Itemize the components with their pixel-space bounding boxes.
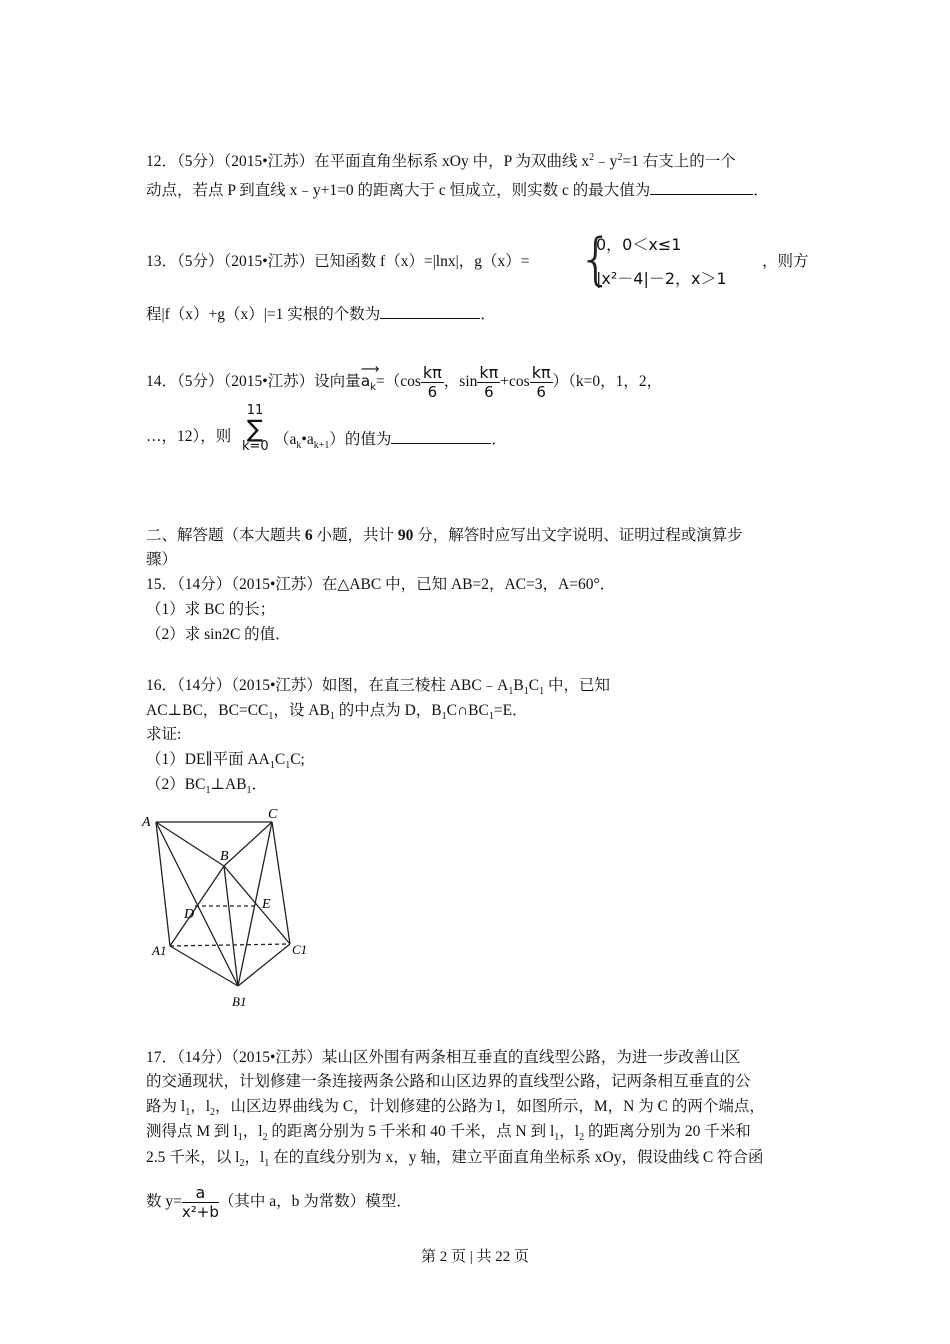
q15-part1: （1）求 BC 的长； bbox=[146, 601, 276, 618]
q13-line2: 程|f（x）+g（x）|=1 实根的个数为 ． bbox=[146, 302, 496, 325]
case-2: |x²－4|－2，x＞1 bbox=[596, 269, 727, 288]
q14-line1: 14．（5分）（2015•江苏）设向量 ⟶ $a_k=(\cos$ $\frac{k\pi}{6}$ ，sin $\frac{k\pi}{6}$ +cos $\frac{k\pi}{6}$ ）（k=0，1，2， bbox=[146, 362, 663, 401]
q16-line2: AC⊥BC，$BC=CC_1$，设 $AB_1$ 的中点为 D，$B_1C\cap BC_1=E$． bbox=[146, 702, 528, 723]
fraction-k-pi-6: $\frac{k\pi}{6}$ bbox=[422, 363, 442, 401]
label-A1: A1 bbox=[152, 943, 167, 958]
fraction-a-over-x2b: $\frac{a}{\text{x²+b}}$ bbox=[181, 1183, 219, 1221]
q17-line2: 的交通现状，计划修建一条连接两条公路和山区边界的直线型公路，记两条相互垂直的公 bbox=[146, 1073, 751, 1090]
q13-line1-end: ，则方 bbox=[762, 253, 809, 270]
q16-part2: $(2)BC_1\perp AB_1$． bbox=[146, 776, 268, 797]
vector-arrow-icon: ⟶ bbox=[360, 362, 379, 378]
q14-line2-a: …，12），则 bbox=[146, 428, 232, 445]
q16-line1: 16．（14分）（2015•江苏）如图，在直三棱柱 $ABC﹣A_1B_1C_1$ 中，已知 bbox=[146, 677, 610, 698]
q12-line1: 12．（5分）（2015•江苏）在平面直角坐标系 xOy 中，P 为双曲线 $x^2﹣y^2=1$ 右支上的一个 bbox=[146, 151, 736, 170]
label-B: B bbox=[220, 849, 229, 864]
section-heading: 二、解答题（本大题共 6 小题，共计 90 分，解答时应写出文字说明、证明过程或演算步 bbox=[146, 527, 743, 544]
brace: { bbox=[578, 227, 614, 292]
q17-line5: 2.5 千米，以 $l_2$，$l_1$ 在的直线分别为 x，y 轴，建立平面直角坐标系 xOy，假设曲线 C 符合函 bbox=[146, 1149, 764, 1170]
label-C1: C1 bbox=[292, 942, 308, 957]
label-A: A bbox=[142, 815, 151, 830]
page-footer: 第 2 页 | 共 22 页 bbox=[420, 1249, 529, 1265]
summation: 11 ∑ k=0 bbox=[242, 403, 269, 454]
label-C: C bbox=[268, 807, 278, 822]
q17-line4: 测得点 M 到 $l_1$，$l_2$ 的距离分别为 5 千米和 40 千米，点 N 到 $l_1$，$l_2$ 的距离分别为 20 千米和 bbox=[146, 1123, 751, 1144]
answer-blank bbox=[380, 302, 480, 319]
label-E: E bbox=[262, 897, 271, 912]
vector-a-k: ⟶ $a_k$ bbox=[360, 362, 379, 394]
piecewise-function bbox=[578, 227, 758, 292]
q15-line1: 15．（14分）（2015•江苏）在△ABC 中，已知 AB=2，AC=3，A=60°． bbox=[146, 576, 616, 593]
answer-blank bbox=[391, 427, 491, 444]
q15-part2: （2）求 sin2C 的值． bbox=[146, 626, 291, 643]
q17-line6: 数 y= $\frac{a}{\text{x²+b}}$ （其中 a，b 为常数）模型． bbox=[146, 1183, 412, 1221]
q16-proof: 求证: bbox=[146, 726, 182, 743]
answer-blank bbox=[650, 178, 753, 195]
section-heading-line2: 骤） bbox=[146, 551, 178, 568]
label-D: D bbox=[184, 907, 195, 922]
q12-line2: 动点，若点 P 到直线 x﹣y+1=0 的距离大于 c 恒成立，则实数 c 的最大值为 ． bbox=[146, 178, 769, 201]
case-1: 0，0＜x≤1 bbox=[596, 235, 682, 254]
q16-part1: （1）DE∥平面 $AA_1C_1C$; bbox=[146, 751, 305, 772]
fraction-k-pi-6: $\frac{k\pi}{6}$ bbox=[531, 363, 551, 401]
fraction-k-pi-6: $\frac{k\pi}{6}$ bbox=[479, 363, 499, 401]
q13-line1: 13．（5分）（2015•江苏）已知函数 f（x）=|lnx|，g（x）= bbox=[146, 253, 530, 270]
q17-line3: 路为 $l_1$，$l_2$，山区边界曲线为 C，计划修建的公路为 l，如图所示，M，N 为 C 的两个端点， bbox=[146, 1098, 765, 1119]
label-B1: B1 bbox=[232, 994, 247, 1009]
q17-line1: 17．（14分）（2015•江苏）某山区外围有两条相互垂直的直线型公路，为进一步改善山区 bbox=[146, 1049, 741, 1066]
prism-figure bbox=[140, 800, 330, 1015]
q14-line2-b: $(a_k•a_{k+1})$的值为 ． bbox=[274, 427, 507, 450]
